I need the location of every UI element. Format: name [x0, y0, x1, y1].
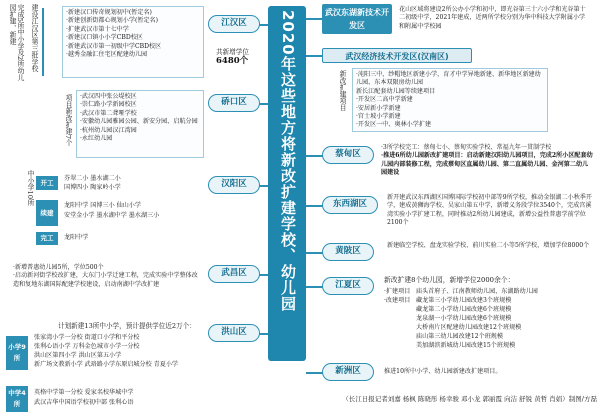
- list-item: ·扩建武汉市第十七中学: [66, 25, 129, 33]
- list-item: 新长江配套幼儿园等续建项目: [356, 87, 436, 95]
- credit-line: （长江日报记者刘嘉 杨枫 陈晓彤 杨幸骏 邓小龙 郭丽霞 向洁 舒锐 黄哲 肖娟）制图/方磊: [342, 395, 597, 403]
- district-hongshan: 洪山区: [208, 324, 260, 342]
- qiaokou-list: [76, 90, 204, 158]
- district-xinzhou: 新洲区: [322, 363, 374, 381]
- total-seats-value: 6480个: [216, 56, 249, 66]
- hanyang-row: 龙阳中学: [64, 234, 89, 241]
- jiangxia-row: 藏龙第三小学幼儿园改建3个班规模: [416, 297, 512, 304]
- connector: [42, 8, 44, 76]
- district-jianghan: 江汉区: [208, 15, 260, 33]
- dongxihu-text: 新开建武汉东西湖区国博国际学校初中部等9所学校，推动金银湖二小秋季开学，建成黄狮海学校、吴家山第五中学，新增义务段学位3540个，完成宫溪湾实验小学扩建工程，同时推动2所幼儿园建成，新增公益性普惠学前学位2100个: [387, 194, 592, 227]
- list-item: ·沌阳三中、纱帽地区新建小学，育才中学异地新建、新华地区新建幼儿园、东本双限房幼儿园: [356, 71, 541, 87]
- list-item: ·新建汉口镇小小学CBD校区: [66, 34, 143, 42]
- hanyang-side-label: 中小学10所: [26, 170, 34, 206]
- district-hanyang: 汉阳区: [208, 176, 260, 194]
- district-jiangxia: 江夏区: [322, 277, 374, 295]
- hanyang-row: 安堂金小学 墨水湖中学 墨水湖三小: [64, 212, 160, 219]
- list-item: ·安居新小学新建: [356, 104, 401, 112]
- jiangxia-intro: 新改扩建8个幼儿园，新增学位2000余个：: [384, 276, 515, 284]
- district-huangpi: 黄陂区: [322, 243, 374, 261]
- jingji-side-label: 新改扩建项目: [338, 70, 346, 111]
- list-item: ·新建武汉市第一初级中学CBD校区: [66, 42, 162, 50]
- list-item: ·新增普惠幼儿园5所，学位500个: [13, 264, 104, 271]
- list-item: ·宫士坡小学新建: [356, 113, 401, 121]
- wuchang-list: [10, 262, 202, 304]
- list-item: ·武汉四中张公堤校区: [80, 93, 137, 100]
- list-item: ·越秀金融汇住宅区配建幼儿园: [66, 51, 148, 59]
- total-seats: 共新增学位 6480个: [216, 48, 249, 66]
- list-item: ·开发区二高中学新建: [356, 96, 413, 104]
- hanyang-row: 国博四小 陶家岭小学: [64, 184, 121, 191]
- hanyang-row: 龙阳中学 国博三小 仙山小学: [64, 202, 141, 209]
- jianghan-list: [62, 6, 204, 78]
- list-item: ·杭州幼儿园汉江湾园: [80, 126, 137, 134]
- list-item: ·安徽幼儿园雅园公园、新安分园、启航分园: [80, 118, 198, 126]
- hanyang-row: 芬翠二小 墨水湖二小: [64, 175, 121, 182]
- district-jingji: 武汉经济技术开发区(汉南区): [322, 48, 472, 63]
- page-title: 2020年这些地方将新改扩建学校、幼儿园: [279, 10, 297, 312]
- hanyang-tag-start: 开工: [36, 176, 58, 190]
- xinzhou-text: 推进10所中小学、幼儿园新建改扩建项目。: [384, 368, 502, 375]
- hongshan-row: 张家湾小学一分校 街道口小学和平分校: [34, 334, 140, 341]
- district-caidian: 蔡甸区: [322, 146, 374, 164]
- list-item: ·启动新河街学校改扩建，大东门小学迁建工程，完成实验中学整体改造和复地东湖国际配建学校建设，启动南湖中学改扩建: [13, 272, 198, 288]
- jiangxia-row: 庙山第三幼儿园改建12个班规模: [416, 333, 503, 340]
- hongshan-row: 新广场文教新小学 武珞路小学东原启城分校 青夏小学: [34, 361, 179, 368]
- list-item: ·开发区一中、奥林小学扩建: [356, 121, 432, 129]
- hanyang-tag-continue: 续建: [36, 200, 58, 226]
- jianghan-side-sub: 建设江汉区第三批学校: [30, 4, 38, 72]
- donghu-text: 花山区域将建设2所公办小学和初中，即光谷第三十六小学和光谷第十二初级中学，2021年建成，近两所学校分别为华中科技大学附属小学和附属中学校园: [399, 6, 586, 30]
- huangpi-text: 新建临空学校、盘龙实验学校、前川实验二小等5所学校，增加学位8000个: [387, 242, 590, 249]
- hongshan-row: 洪山区第四小学 洪山区第五小学: [34, 352, 122, 359]
- district-donghu: 武汉东湖新技术开发区: [322, 4, 392, 34]
- jiangxia-row: 大桥南片区配建幼儿园改建12个班规模: [416, 324, 522, 331]
- hanyang-tag-done: 完工: [36, 232, 58, 245]
- district-dongxihu: 东西湖区: [322, 196, 378, 214]
- hongshan-row: 张利心语小学 万科金色城市小学一分校: [34, 343, 140, 350]
- list-item: ·永红幼儿园: [80, 135, 113, 143]
- hongshan-tag-primary: 小学9所: [6, 336, 28, 370]
- hongshan-row: 英格中学第一分校 爱家名校华城中学: [34, 389, 134, 396]
- jiangxia-row-tag: ·扩建项目: [384, 288, 411, 295]
- jianghan-side-label: 完成5所中小学及2所幼儿园扩建、新建: [8, 4, 24, 81]
- district-wuchang: 武昌区: [208, 265, 260, 283]
- jiangxia-row: 龙泉湖一小学幼儿园改建6个班规模: [416, 315, 512, 322]
- hongshan-tag-middle: 中学4所: [6, 386, 28, 412]
- list-item: ·3所学校完工：蔡甸七小、蔡甸实验学校、常福九年一贯制学校: [381, 144, 552, 151]
- list-item: ·新建创新街都心规划小学(暂定名): [66, 17, 159, 25]
- jiangxia-row: 庙头首府子、江南教师幼儿园、东湖路幼儿园: [416, 288, 538, 295]
- district-qiaokou: 硚口区: [208, 94, 260, 112]
- jiangxia-row: 藏龙第二小学幼儿园改建6个班规模: [416, 306, 512, 313]
- hongshan-intro: 计划新建13所中小学，预计提供学位近2万个：: [58, 322, 196, 330]
- list-item: ·崇仁路小学新园校区: [80, 101, 137, 109]
- hongshan-row: 武汉吉华中国语学校初中部 张利心语: [34, 399, 134, 406]
- caidian-list: [378, 142, 596, 188]
- list-item: ·武汉市第二聋哑学校: [80, 109, 137, 117]
- jiangxia-row: 美加湖滨新城幼儿园改建15个班规模: [416, 342, 516, 349]
- list-item: ·新建汉口传奇规划初中(暂定名): [66, 9, 152, 16]
- list-item: ·推进6所幼儿园新改扩建项目：启动新建汉阳幼儿园项目，完成2所小区配套幼儿园内部装修工程，完成蔡甸区直属幼儿园、第二直属幼儿园、金河第二幼儿园建设: [381, 152, 593, 177]
- qiaokou-side-label: 项目新改扩建7个: [64, 94, 72, 146]
- jiangxia-row-tag: ·改建项目: [384, 297, 411, 304]
- jingji-list: [352, 68, 548, 132]
